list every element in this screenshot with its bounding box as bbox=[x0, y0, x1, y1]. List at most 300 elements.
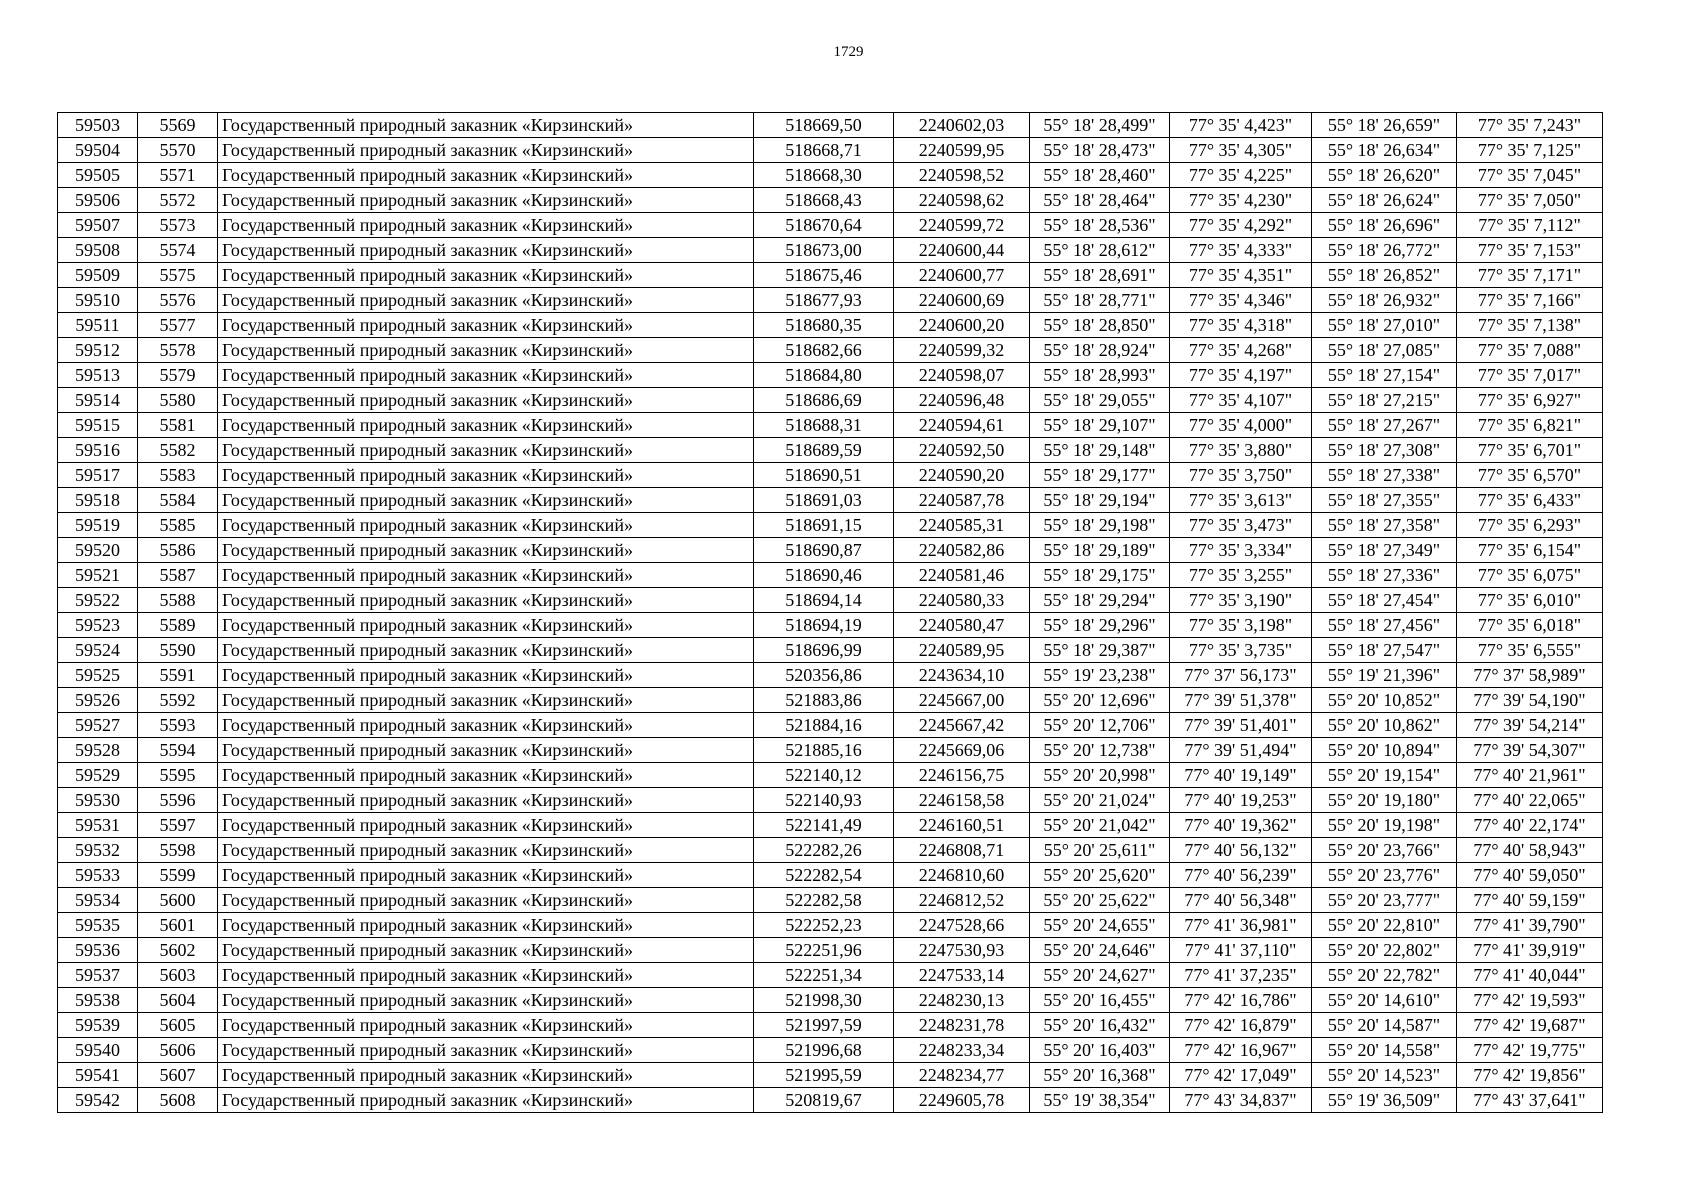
longitude-1-cell: 77° 35' 3,880" bbox=[1170, 438, 1312, 463]
latitude-1-cell: 55° 18' 29,194" bbox=[1030, 488, 1170, 513]
object-name-cell: Государственный природный заказник «Кирзинский» bbox=[218, 138, 754, 163]
latitude-2-cell: 55° 18' 26,772" bbox=[1312, 238, 1457, 263]
object-number-cell: 5598 bbox=[138, 838, 218, 863]
y-coordinate-cell: 2246810,60 bbox=[894, 863, 1030, 888]
point-id-cell: 59521 bbox=[58, 563, 138, 588]
object-name-cell: Государственный природный заказник «Кирзинский» bbox=[218, 438, 754, 463]
object-name-cell: Государственный природный заказник «Кирзинский» bbox=[218, 1088, 754, 1113]
latitude-2-cell: 55° 20' 22,782" bbox=[1312, 963, 1457, 988]
latitude-2-cell: 55° 20' 14,558" bbox=[1312, 1038, 1457, 1063]
latitude-1-cell: 55° 18' 28,612" bbox=[1030, 238, 1170, 263]
latitude-1-cell: 55° 20' 21,024" bbox=[1030, 788, 1170, 813]
object-number-cell: 5601 bbox=[138, 913, 218, 938]
x-coordinate-cell: 521884,16 bbox=[754, 713, 894, 738]
y-coordinate-cell: 2246812,52 bbox=[894, 888, 1030, 913]
object-number-cell: 5569 bbox=[138, 113, 218, 138]
table-row bbox=[58, 113, 1603, 138]
latitude-2-cell: 55° 18' 27,010" bbox=[1312, 313, 1457, 338]
longitude-2-cell: 77° 35' 6,570" bbox=[1457, 463, 1603, 488]
point-id-cell: 59511 bbox=[58, 313, 138, 338]
latitude-1-cell: 55° 18' 29,198" bbox=[1030, 513, 1170, 538]
object-name-cell: Государственный природный заказник «Кирзинский» bbox=[218, 938, 754, 963]
x-coordinate-cell: 518690,51 bbox=[754, 463, 894, 488]
longitude-1-cell: 77° 40' 19,362" bbox=[1170, 813, 1312, 838]
x-coordinate-cell: 518690,87 bbox=[754, 538, 894, 563]
x-coordinate-cell: 518668,71 bbox=[754, 138, 894, 163]
x-coordinate-cell: 518675,46 bbox=[754, 263, 894, 288]
longitude-1-cell: 77° 35' 4,346" bbox=[1170, 288, 1312, 313]
latitude-2-cell: 55° 18' 27,154" bbox=[1312, 363, 1457, 388]
longitude-1-cell: 77° 42' 16,786" bbox=[1170, 988, 1312, 1013]
longitude-1-cell: 77° 35' 3,198" bbox=[1170, 613, 1312, 638]
longitude-1-cell: 77° 35' 4,292" bbox=[1170, 213, 1312, 238]
table-row bbox=[58, 1063, 1603, 1088]
y-coordinate-cell: 2240592,50 bbox=[894, 438, 1030, 463]
object-name-cell: Государственный природный заказник «Кирзинский» bbox=[218, 313, 754, 338]
object-number-cell: 5587 bbox=[138, 563, 218, 588]
latitude-2-cell: 55° 19' 36,509" bbox=[1312, 1088, 1457, 1113]
latitude-1-cell: 55° 18' 29,294" bbox=[1030, 588, 1170, 613]
y-coordinate-cell: 2247528,66 bbox=[894, 913, 1030, 938]
latitude-2-cell: 55° 18' 27,336" bbox=[1312, 563, 1457, 588]
table-row bbox=[58, 663, 1603, 688]
latitude-1-cell: 55° 18' 28,771" bbox=[1030, 288, 1170, 313]
point-id-cell: 59512 bbox=[58, 338, 138, 363]
page-number: 1729 bbox=[833, 44, 864, 60]
latitude-2-cell: 55° 20' 19,154" bbox=[1312, 763, 1457, 788]
point-id-cell: 59539 bbox=[58, 1013, 138, 1038]
point-id-cell: 59503 bbox=[58, 113, 138, 138]
object-number-cell: 5575 bbox=[138, 263, 218, 288]
latitude-1-cell: 55° 20' 16,368" bbox=[1030, 1063, 1170, 1088]
object-number-cell: 5584 bbox=[138, 488, 218, 513]
point-id-cell: 59531 bbox=[58, 813, 138, 838]
point-id-cell: 59530 bbox=[58, 788, 138, 813]
latitude-1-cell: 55° 19' 38,354" bbox=[1030, 1088, 1170, 1113]
y-coordinate-cell: 2249605,78 bbox=[894, 1088, 1030, 1113]
longitude-1-cell: 77° 35' 3,735" bbox=[1170, 638, 1312, 663]
y-coordinate-cell: 2245667,00 bbox=[894, 688, 1030, 713]
object-name-cell: Государственный природный заказник «Кирзинский» bbox=[218, 613, 754, 638]
table-row bbox=[58, 288, 1603, 313]
table-row bbox=[58, 1038, 1603, 1063]
table-row bbox=[58, 1088, 1603, 1113]
y-coordinate-cell: 2240599,95 bbox=[894, 138, 1030, 163]
y-coordinate-cell: 2240580,47 bbox=[894, 613, 1030, 638]
latitude-2-cell: 55° 20' 10,852" bbox=[1312, 688, 1457, 713]
longitude-1-cell: 77° 35' 3,750" bbox=[1170, 463, 1312, 488]
latitude-1-cell: 55° 20' 21,042" bbox=[1030, 813, 1170, 838]
latitude-2-cell: 55° 18' 27,355" bbox=[1312, 488, 1457, 513]
object-number-cell: 5588 bbox=[138, 588, 218, 613]
object-number-cell: 5592 bbox=[138, 688, 218, 713]
y-coordinate-cell: 2240599,32 bbox=[894, 338, 1030, 363]
latitude-2-cell: 55° 18' 27,215" bbox=[1312, 388, 1457, 413]
table-row bbox=[58, 988, 1603, 1013]
latitude-1-cell: 55° 20' 16,455" bbox=[1030, 988, 1170, 1013]
longitude-1-cell: 77° 41' 36,981" bbox=[1170, 913, 1312, 938]
longitude-2-cell: 77° 35' 7,045" bbox=[1457, 163, 1603, 188]
point-id-cell: 59508 bbox=[58, 238, 138, 263]
latitude-2-cell: 55° 18' 27,338" bbox=[1312, 463, 1457, 488]
latitude-1-cell: 55° 18' 29,175" bbox=[1030, 563, 1170, 588]
x-coordinate-cell: 518694,19 bbox=[754, 613, 894, 638]
table-row bbox=[58, 338, 1603, 363]
latitude-2-cell: 55° 18' 26,620" bbox=[1312, 163, 1457, 188]
longitude-2-cell: 77° 35' 7,017" bbox=[1457, 363, 1603, 388]
object-number-cell: 5603 bbox=[138, 963, 218, 988]
object-name-cell: Государственный природный заказник «Кирзинский» bbox=[218, 813, 754, 838]
y-coordinate-cell: 2246160,51 bbox=[894, 813, 1030, 838]
y-coordinate-cell: 2240590,20 bbox=[894, 463, 1030, 488]
longitude-2-cell: 77° 40' 59,050" bbox=[1457, 863, 1603, 888]
x-coordinate-cell: 522140,12 bbox=[754, 763, 894, 788]
longitude-2-cell: 77° 35' 6,018" bbox=[1457, 613, 1603, 638]
y-coordinate-cell: 2246156,75 bbox=[894, 763, 1030, 788]
x-coordinate-cell: 522282,54 bbox=[754, 863, 894, 888]
point-id-cell: 59509 bbox=[58, 263, 138, 288]
latitude-2-cell: 55° 20' 14,610" bbox=[1312, 988, 1457, 1013]
longitude-2-cell: 77° 35' 6,927" bbox=[1457, 388, 1603, 413]
y-coordinate-cell: 2248233,34 bbox=[894, 1038, 1030, 1063]
latitude-1-cell: 55° 20' 12,738" bbox=[1030, 738, 1170, 763]
object-name-cell: Государственный природный заказник «Кирзинский» bbox=[218, 738, 754, 763]
longitude-1-cell: 77° 35' 4,230" bbox=[1170, 188, 1312, 213]
object-name-cell: Государственный природный заказник «Кирзинский» bbox=[218, 488, 754, 513]
longitude-2-cell: 77° 42' 19,775" bbox=[1457, 1038, 1603, 1063]
object-number-cell: 5571 bbox=[138, 163, 218, 188]
table-row bbox=[58, 963, 1603, 988]
x-coordinate-cell: 522282,26 bbox=[754, 838, 894, 863]
latitude-2-cell: 55° 18' 26,852" bbox=[1312, 263, 1457, 288]
point-id-cell: 59541 bbox=[58, 1063, 138, 1088]
latitude-1-cell: 55° 18' 29,148" bbox=[1030, 438, 1170, 463]
longitude-1-cell: 77° 41' 37,235" bbox=[1170, 963, 1312, 988]
object-name-cell: Государственный природный заказник «Кирзинский» bbox=[218, 688, 754, 713]
object-number-cell: 5595 bbox=[138, 763, 218, 788]
object-name-cell: Государственный природный заказник «Кирзинский» bbox=[218, 288, 754, 313]
table-body bbox=[58, 113, 1603, 1113]
table-row bbox=[58, 913, 1603, 938]
object-name-cell: Государственный природный заказник «Кирзинский» bbox=[218, 713, 754, 738]
object-number-cell: 5576 bbox=[138, 288, 218, 313]
x-coordinate-cell: 522140,93 bbox=[754, 788, 894, 813]
table-row bbox=[58, 488, 1603, 513]
y-coordinate-cell: 2246808,71 bbox=[894, 838, 1030, 863]
table-row bbox=[58, 238, 1603, 263]
longitude-1-cell: 77° 35' 3,613" bbox=[1170, 488, 1312, 513]
object-name-cell: Государственный природный заказник «Кирзинский» bbox=[218, 338, 754, 363]
longitude-1-cell: 77° 35' 3,473" bbox=[1170, 513, 1312, 538]
object-number-cell: 5590 bbox=[138, 638, 218, 663]
y-coordinate-cell: 2240598,07 bbox=[894, 363, 1030, 388]
point-id-cell: 59533 bbox=[58, 863, 138, 888]
object-number-cell: 5605 bbox=[138, 1013, 218, 1038]
longitude-1-cell: 77° 40' 56,348" bbox=[1170, 888, 1312, 913]
longitude-1-cell: 77° 35' 4,268" bbox=[1170, 338, 1312, 363]
latitude-2-cell: 55° 20' 19,180" bbox=[1312, 788, 1457, 813]
latitude-2-cell: 55° 20' 10,894" bbox=[1312, 738, 1457, 763]
object-name-cell: Государственный природный заказник «Кирзинский» bbox=[218, 188, 754, 213]
latitude-1-cell: 55° 18' 28,499" bbox=[1030, 113, 1170, 138]
y-coordinate-cell: 2245667,42 bbox=[894, 713, 1030, 738]
latitude-2-cell: 55° 18' 27,085" bbox=[1312, 338, 1457, 363]
table-row bbox=[58, 738, 1603, 763]
latitude-2-cell: 55° 18' 27,454" bbox=[1312, 588, 1457, 613]
longitude-2-cell: 77° 42' 19,856" bbox=[1457, 1063, 1603, 1088]
object-number-cell: 5581 bbox=[138, 413, 218, 438]
x-coordinate-cell: 518677,93 bbox=[754, 288, 894, 313]
object-name-cell: Государственный природный заказник «Кирзинский» bbox=[218, 263, 754, 288]
y-coordinate-cell: 2240599,72 bbox=[894, 213, 1030, 238]
table-row bbox=[58, 388, 1603, 413]
point-id-cell: 59526 bbox=[58, 688, 138, 713]
x-coordinate-cell: 518689,59 bbox=[754, 438, 894, 463]
latitude-1-cell: 55° 18' 29,055" bbox=[1030, 388, 1170, 413]
latitude-2-cell: 55° 20' 23,776" bbox=[1312, 863, 1457, 888]
longitude-1-cell: 77° 40' 56,239" bbox=[1170, 863, 1312, 888]
y-coordinate-cell: 2240598,62 bbox=[894, 188, 1030, 213]
longitude-2-cell: 77° 42' 19,687" bbox=[1457, 1013, 1603, 1038]
y-coordinate-cell: 2247533,14 bbox=[894, 963, 1030, 988]
point-id-cell: 59504 bbox=[58, 138, 138, 163]
x-coordinate-cell: 518668,30 bbox=[754, 163, 894, 188]
object-number-cell: 5604 bbox=[138, 988, 218, 1013]
longitude-1-cell: 77° 39' 51,494" bbox=[1170, 738, 1312, 763]
latitude-1-cell: 55° 20' 24,627" bbox=[1030, 963, 1170, 988]
latitude-1-cell: 55° 18' 28,691" bbox=[1030, 263, 1170, 288]
point-id-cell: 59529 bbox=[58, 763, 138, 788]
object-number-cell: 5583 bbox=[138, 463, 218, 488]
longitude-2-cell: 77° 35' 7,125" bbox=[1457, 138, 1603, 163]
object-name-cell: Государственный природный заказник «Кирзинский» bbox=[218, 213, 754, 238]
table-row bbox=[58, 413, 1603, 438]
table-row bbox=[58, 788, 1603, 813]
table-row bbox=[58, 688, 1603, 713]
y-coordinate-cell: 2248234,77 bbox=[894, 1063, 1030, 1088]
table-row bbox=[58, 213, 1603, 238]
x-coordinate-cell: 518691,03 bbox=[754, 488, 894, 513]
object-number-cell: 5594 bbox=[138, 738, 218, 763]
object-name-cell: Государственный природный заказник «Кирзинский» bbox=[218, 238, 754, 263]
latitude-2-cell: 55° 18' 27,349" bbox=[1312, 538, 1457, 563]
latitude-1-cell: 55° 20' 12,696" bbox=[1030, 688, 1170, 713]
table-row bbox=[58, 1013, 1603, 1038]
table-row bbox=[58, 613, 1603, 638]
latitude-2-cell: 55° 18' 27,456" bbox=[1312, 613, 1457, 638]
latitude-2-cell: 55° 19' 21,396" bbox=[1312, 663, 1457, 688]
latitude-1-cell: 55° 18' 29,296" bbox=[1030, 613, 1170, 638]
object-number-cell: 5586 bbox=[138, 538, 218, 563]
x-coordinate-cell: 518688,31 bbox=[754, 413, 894, 438]
x-coordinate-cell: 518670,64 bbox=[754, 213, 894, 238]
table-row bbox=[58, 538, 1603, 563]
latitude-2-cell: 55° 18' 27,267" bbox=[1312, 413, 1457, 438]
latitude-1-cell: 55° 20' 16,403" bbox=[1030, 1038, 1170, 1063]
longitude-2-cell: 77° 35' 7,088" bbox=[1457, 338, 1603, 363]
longitude-1-cell: 77° 39' 51,401" bbox=[1170, 713, 1312, 738]
longitude-2-cell: 77° 35' 7,171" bbox=[1457, 263, 1603, 288]
longitude-1-cell: 77° 35' 4,225" bbox=[1170, 163, 1312, 188]
table-row bbox=[58, 563, 1603, 588]
object-name-cell: Государственный природный заказник «Кирзинский» bbox=[218, 388, 754, 413]
x-coordinate-cell: 522252,23 bbox=[754, 913, 894, 938]
longitude-1-cell: 77° 35' 4,423" bbox=[1170, 113, 1312, 138]
object-name-cell: Государственный природный заказник «Кирзинский» bbox=[218, 663, 754, 688]
object-name-cell: Государственный природный заказник «Кирзинский» bbox=[218, 513, 754, 538]
longitude-2-cell: 77° 40' 58,943" bbox=[1457, 838, 1603, 863]
x-coordinate-cell: 518696,99 bbox=[754, 638, 894, 663]
y-coordinate-cell: 2247530,93 bbox=[894, 938, 1030, 963]
longitude-1-cell: 77° 35' 4,318" bbox=[1170, 313, 1312, 338]
longitude-1-cell: 77° 40' 56,132" bbox=[1170, 838, 1312, 863]
longitude-2-cell: 77° 41' 39,790" bbox=[1457, 913, 1603, 938]
table-row bbox=[58, 188, 1603, 213]
latitude-2-cell: 55° 18' 27,308" bbox=[1312, 438, 1457, 463]
longitude-2-cell: 77° 40' 22,065" bbox=[1457, 788, 1603, 813]
x-coordinate-cell: 521995,59 bbox=[754, 1063, 894, 1088]
point-id-cell: 59515 bbox=[58, 413, 138, 438]
object-name-cell: Государственный природный заказник «Кирзинский» bbox=[218, 913, 754, 938]
table-row bbox=[58, 588, 1603, 613]
longitude-1-cell: 77° 35' 3,334" bbox=[1170, 538, 1312, 563]
x-coordinate-cell: 522251,96 bbox=[754, 938, 894, 963]
latitude-1-cell: 55° 18' 28,473" bbox=[1030, 138, 1170, 163]
point-id-cell: 59542 bbox=[58, 1088, 138, 1113]
object-number-cell: 5585 bbox=[138, 513, 218, 538]
latitude-1-cell: 55° 20' 25,622" bbox=[1030, 888, 1170, 913]
point-id-cell: 59534 bbox=[58, 888, 138, 913]
object-number-cell: 5608 bbox=[138, 1088, 218, 1113]
y-coordinate-cell: 2240589,95 bbox=[894, 638, 1030, 663]
longitude-2-cell: 77° 40' 22,174" bbox=[1457, 813, 1603, 838]
latitude-2-cell: 55° 20' 19,198" bbox=[1312, 813, 1457, 838]
longitude-1-cell: 77° 41' 37,110" bbox=[1170, 938, 1312, 963]
longitude-2-cell: 77° 35' 7,153" bbox=[1457, 238, 1603, 263]
point-id-cell: 59517 bbox=[58, 463, 138, 488]
longitude-1-cell: 77° 35' 4,107" bbox=[1170, 388, 1312, 413]
object-number-cell: 5599 bbox=[138, 863, 218, 888]
latitude-2-cell: 55° 20' 14,523" bbox=[1312, 1063, 1457, 1088]
longitude-1-cell: 77° 37' 56,173" bbox=[1170, 663, 1312, 688]
object-number-cell: 5596 bbox=[138, 788, 218, 813]
latitude-1-cell: 55° 18' 29,107" bbox=[1030, 413, 1170, 438]
y-coordinate-cell: 2240602,03 bbox=[894, 113, 1030, 138]
object-name-cell: Государственный природный заказник «Кирзинский» bbox=[218, 363, 754, 388]
object-name-cell: Государственный природный заказник «Кирзинский» bbox=[218, 588, 754, 613]
object-name-cell: Государственный природный заказник «Кирзинский» bbox=[218, 988, 754, 1013]
x-coordinate-cell: 518686,69 bbox=[754, 388, 894, 413]
table-row bbox=[58, 263, 1603, 288]
table-row bbox=[58, 138, 1603, 163]
table-row bbox=[58, 363, 1603, 388]
latitude-1-cell: 55° 20' 20,998" bbox=[1030, 763, 1170, 788]
latitude-2-cell: 55° 20' 22,802" bbox=[1312, 938, 1457, 963]
object-name-cell: Государственный природный заказник «Кирзинский» bbox=[218, 1063, 754, 1088]
y-coordinate-cell: 2240580,33 bbox=[894, 588, 1030, 613]
y-coordinate-cell: 2240585,31 bbox=[894, 513, 1030, 538]
latitude-2-cell: 55° 20' 10,862" bbox=[1312, 713, 1457, 738]
x-coordinate-cell: 521883,86 bbox=[754, 688, 894, 713]
longitude-2-cell: 77° 39' 54,190" bbox=[1457, 688, 1603, 713]
latitude-1-cell: 55° 18' 29,387" bbox=[1030, 638, 1170, 663]
longitude-1-cell: 77° 35' 3,190" bbox=[1170, 588, 1312, 613]
object-number-cell: 5589 bbox=[138, 613, 218, 638]
table-row bbox=[58, 638, 1603, 663]
longitude-1-cell: 77° 35' 4,000" bbox=[1170, 413, 1312, 438]
longitude-1-cell: 77° 42' 16,879" bbox=[1170, 1013, 1312, 1038]
x-coordinate-cell: 522282,58 bbox=[754, 888, 894, 913]
point-id-cell: 59506 bbox=[58, 188, 138, 213]
latitude-2-cell: 55° 18' 26,624" bbox=[1312, 188, 1457, 213]
x-coordinate-cell: 518682,66 bbox=[754, 338, 894, 363]
x-coordinate-cell: 520819,67 bbox=[754, 1088, 894, 1113]
object-number-cell: 5577 bbox=[138, 313, 218, 338]
latitude-1-cell: 55° 18' 28,850" bbox=[1030, 313, 1170, 338]
table-row bbox=[58, 863, 1603, 888]
object-number-cell: 5591 bbox=[138, 663, 218, 688]
longitude-1-cell: 77° 42' 16,967" bbox=[1170, 1038, 1312, 1063]
object-number-cell: 5573 bbox=[138, 213, 218, 238]
y-coordinate-cell: 2240581,46 bbox=[894, 563, 1030, 588]
longitude-2-cell: 77° 35' 7,243" bbox=[1457, 113, 1603, 138]
longitude-1-cell: 77° 40' 19,149" bbox=[1170, 763, 1312, 788]
point-id-cell: 59532 bbox=[58, 838, 138, 863]
longitude-2-cell: 77° 35' 7,112" bbox=[1457, 213, 1603, 238]
longitude-2-cell: 77° 40' 59,159" bbox=[1457, 888, 1603, 913]
object-name-cell: Государственный природный заказник «Кирзинский» bbox=[218, 788, 754, 813]
table-row bbox=[58, 513, 1603, 538]
x-coordinate-cell: 522251,34 bbox=[754, 963, 894, 988]
point-id-cell: 59537 bbox=[58, 963, 138, 988]
longitude-2-cell: 77° 35' 7,138" bbox=[1457, 313, 1603, 338]
latitude-1-cell: 55° 19' 23,238" bbox=[1030, 663, 1170, 688]
table-row bbox=[58, 463, 1603, 488]
object-number-cell: 5579 bbox=[138, 363, 218, 388]
y-coordinate-cell: 2240582,86 bbox=[894, 538, 1030, 563]
longitude-2-cell: 77° 35' 7,166" bbox=[1457, 288, 1603, 313]
object-name-cell: Государственный природный заказник «Кирзинский» bbox=[218, 113, 754, 138]
object-number-cell: 5607 bbox=[138, 1063, 218, 1088]
x-coordinate-cell: 521998,30 bbox=[754, 988, 894, 1013]
y-coordinate-cell: 2240600,69 bbox=[894, 288, 1030, 313]
longitude-2-cell: 77° 43' 37,641" bbox=[1457, 1088, 1603, 1113]
object-number-cell: 5606 bbox=[138, 1038, 218, 1063]
latitude-1-cell: 55° 20' 16,432" bbox=[1030, 1013, 1170, 1038]
x-coordinate-cell: 518684,80 bbox=[754, 363, 894, 388]
y-coordinate-cell: 2240596,48 bbox=[894, 388, 1030, 413]
table-row bbox=[58, 438, 1603, 463]
y-coordinate-cell: 2240600,77 bbox=[894, 263, 1030, 288]
latitude-2-cell: 55° 20' 14,587" bbox=[1312, 1013, 1457, 1038]
point-id-cell: 59510 bbox=[58, 288, 138, 313]
point-id-cell: 59525 bbox=[58, 663, 138, 688]
point-id-cell: 59527 bbox=[58, 713, 138, 738]
point-id-cell: 59528 bbox=[58, 738, 138, 763]
y-coordinate-cell: 2248230,13 bbox=[894, 988, 1030, 1013]
latitude-2-cell: 55° 18' 27,358" bbox=[1312, 513, 1457, 538]
x-coordinate-cell: 520356,86 bbox=[754, 663, 894, 688]
longitude-2-cell: 77° 35' 7,050" bbox=[1457, 188, 1603, 213]
longitude-2-cell: 77° 35' 6,555" bbox=[1457, 638, 1603, 663]
point-id-cell: 59513 bbox=[58, 363, 138, 388]
object-number-cell: 5570 bbox=[138, 138, 218, 163]
x-coordinate-cell: 518680,35 bbox=[754, 313, 894, 338]
longitude-2-cell: 77° 40' 21,961" bbox=[1457, 763, 1603, 788]
object-name-cell: Государственный природный заказник «Кирзинский» bbox=[218, 538, 754, 563]
point-id-cell: 59535 bbox=[58, 913, 138, 938]
y-coordinate-cell: 2248231,78 bbox=[894, 1013, 1030, 1038]
